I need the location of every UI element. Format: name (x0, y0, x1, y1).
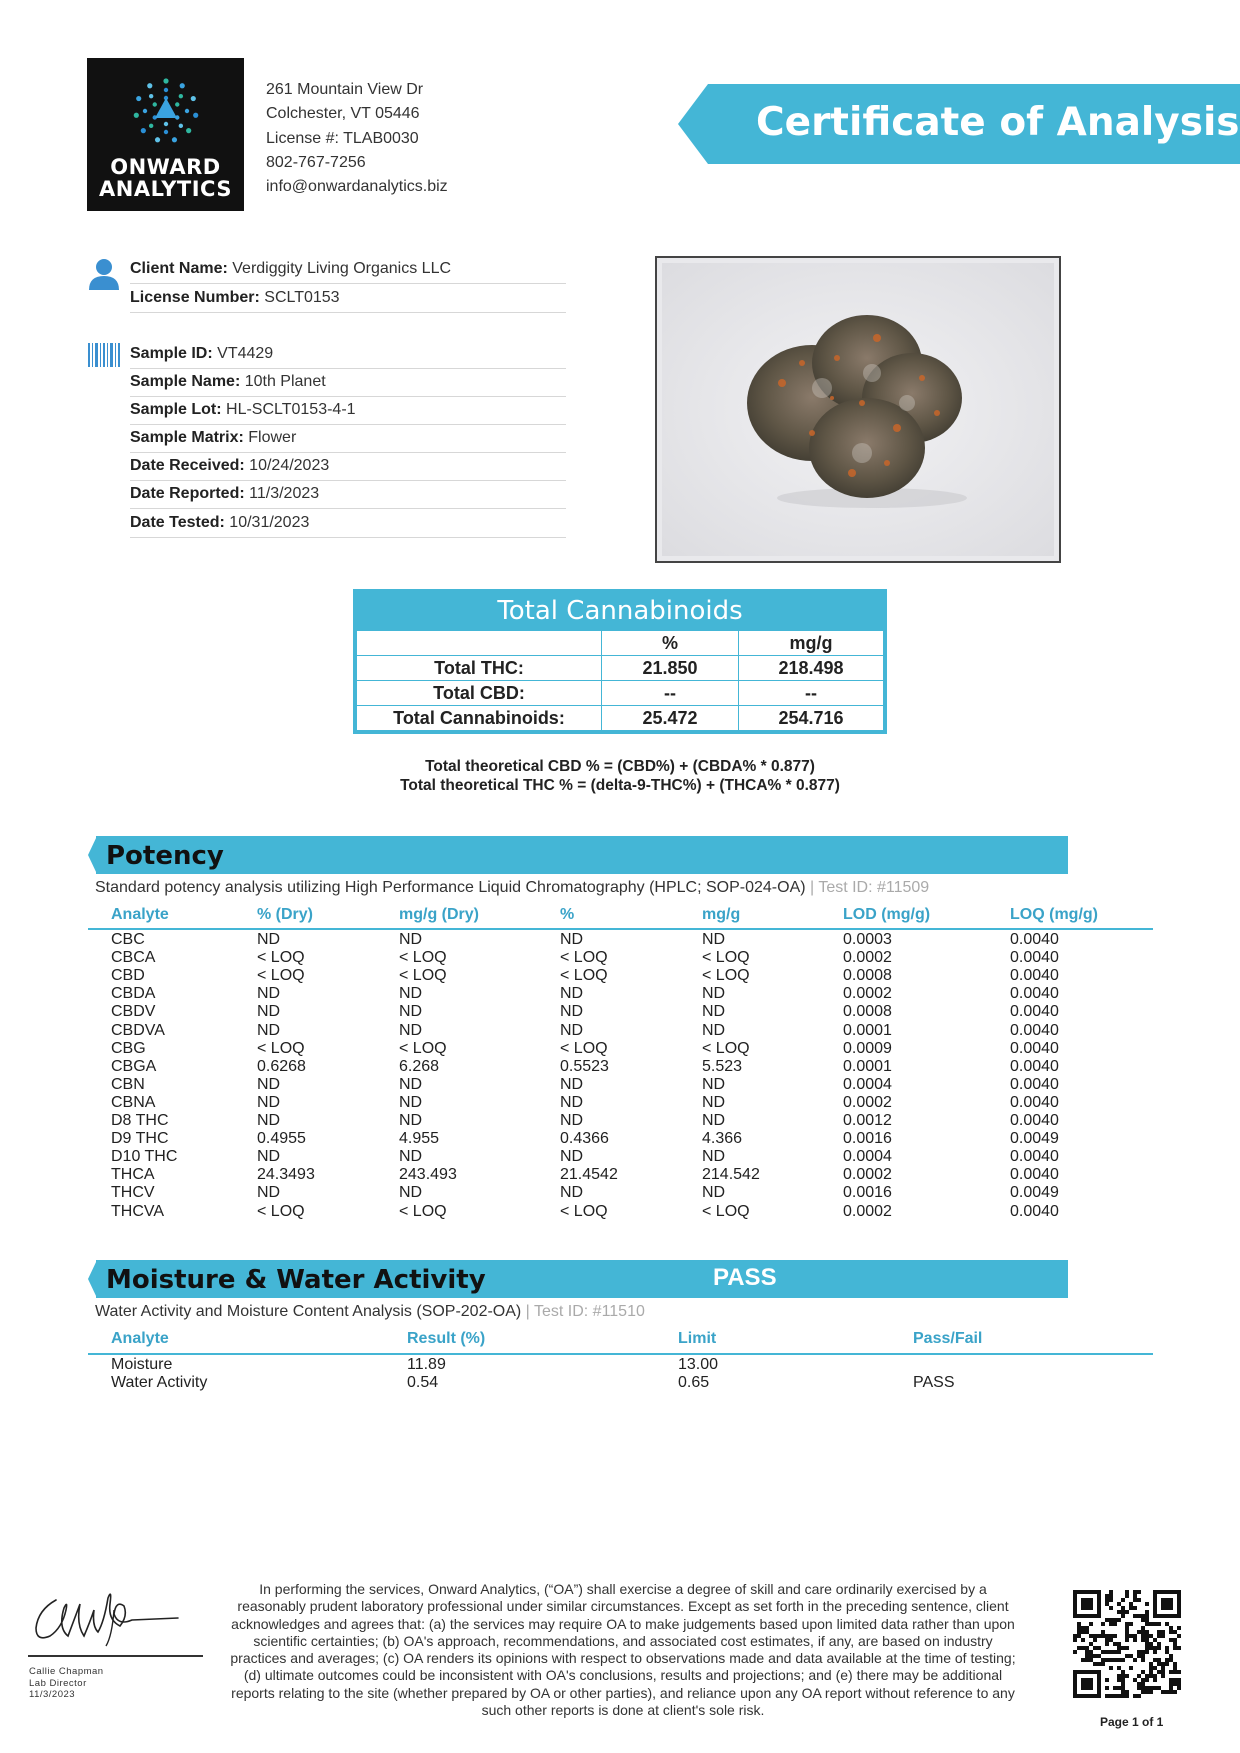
client-name-row: Client Name: Verdiggity Living Organics LLC (130, 256, 566, 284)
table-cell: ND (560, 1021, 584, 1039)
column-header: % (Dry) (257, 906, 314, 923)
potency-section-bar (88, 836, 1068, 874)
table-cell: 4.955 (399, 1130, 440, 1148)
table-cell: ND (399, 1148, 423, 1166)
table-cell: 0.54 (407, 1374, 439, 1392)
table-cell: 0.0040 (1010, 1202, 1059, 1220)
signer-title: Lab Director (29, 1677, 87, 1689)
date-tested: 10/31/2023 (229, 514, 310, 531)
table-cell: ND (399, 1021, 423, 1039)
cannabis-flower-image (662, 263, 1054, 556)
sample-id: VT4429 (217, 345, 274, 362)
table-cell: 0.0004 (843, 1075, 892, 1093)
column-header: LOD (mg/g) (843, 906, 931, 923)
sample-matrix-row: Sample Matrix: Flower (130, 425, 566, 453)
table-cell: < LOQ (257, 1202, 305, 1220)
table-cell: 0.0004 (843, 1148, 892, 1166)
table-cell: ND (257, 1003, 281, 1021)
table-cell: 0.6268 (257, 1057, 306, 1075)
thc-formula: Total theoretical THC % = (delta-9-THC%) + (THCA% * 0.877) (400, 777, 840, 794)
table-row (0, 1374, 1240, 1392)
table-row (0, 1148, 1240, 1166)
table-cell: ND (702, 1021, 726, 1039)
column-header: mg/g (Dry) (399, 906, 479, 923)
page-number: Page 1 of 1 (1100, 1715, 1164, 1729)
column-header: Pass/Fail (913, 1330, 983, 1347)
table-header-row (357, 631, 884, 656)
table-cell: < LOQ (560, 967, 608, 985)
sample-photo (655, 256, 1061, 563)
moisture-title: Moisture & Water Activity (106, 1265, 486, 1295)
table-cell: CBNA (111, 1093, 156, 1111)
moisture-section-bar (88, 1260, 1068, 1298)
table-cell: 0.0001 (843, 1057, 892, 1075)
table-cell: ND (257, 1112, 281, 1129)
table-cell: < LOQ (702, 949, 750, 967)
table-cell: 0.0040 (1010, 1075, 1059, 1093)
table-cell: ND (399, 1184, 423, 1202)
table-cell: CBG (111, 1039, 146, 1057)
table-cell: D8 THC (111, 1112, 169, 1129)
table-cell: 0.0040 (1010, 1166, 1059, 1184)
table-row (0, 1058, 1240, 1076)
potency-subtitle: Standard potency analysis utilizing High Performance Liquid Chromatography (HPLC; SOP-024-OA) | Test ID: #11509 (95, 879, 930, 896)
table-cell: 21.4542 (560, 1166, 618, 1184)
date-received-row: Date Received: 10/24/2023 (130, 453, 566, 481)
table-cell: ND (560, 1093, 584, 1111)
table-cell: ND (257, 985, 281, 1003)
logo-mark (125, 70, 207, 152)
table-cell: D10 THC (111, 1148, 178, 1166)
lab-email[interactable]: info@onwardanalytics.biz (266, 178, 448, 196)
col-header-mg: mg/g (739, 631, 884, 656)
table-cell: 0.0008 (843, 967, 892, 985)
table-cell: ND (702, 985, 726, 1003)
table-cell: < LOQ (399, 1039, 447, 1057)
table-cell: Water Activity (111, 1374, 208, 1392)
date-reported-row: Date Reported: 11/3/2023 (130, 481, 566, 509)
table-cell: 0.0040 (1010, 985, 1059, 1003)
table-row: Total THC: 21.850 218.498 (357, 656, 884, 681)
table-cell: 6.268 (399, 1057, 440, 1075)
table-cell: ND (257, 931, 281, 948)
table-cell: 11.89 (407, 1356, 446, 1373)
table-cell: 0.0040 (1010, 1021, 1059, 1039)
column-header: Limit (678, 1330, 717, 1347)
table-cell: 0.0040 (1010, 1039, 1059, 1057)
cbd-formula: Total theoretical CBD % = (CBD%) + (CBDA% * 0.877) (425, 758, 815, 775)
table-cell: ND (702, 1003, 726, 1021)
sample-matrix: Flower (248, 429, 297, 446)
table-cell: CBDV (111, 1003, 156, 1021)
table-row (0, 1356, 1240, 1374)
person-icon (88, 257, 120, 296)
table-cell: Moisture (111, 1356, 173, 1373)
table-cell: 0.0040 (1010, 1057, 1059, 1075)
signer-name: Callie Chapman (29, 1666, 104, 1677)
table-cell: 0.4955 (257, 1130, 306, 1148)
table-row (0, 1130, 1240, 1148)
table-cell: 0.0001 (843, 1021, 892, 1039)
col-header-pct: % (602, 631, 739, 656)
table-cell: 4.366 (702, 1130, 743, 1148)
company-logo (87, 58, 244, 211)
table-cell: ND (560, 985, 584, 1003)
legal-disclaimer: In performing the services, Onward Analytics, (“OA”) shall exercise a degree of skill and care ordinarily exercised by a reasonably prudent laboratory professional under similar circumstances. Except as set forth in the preceding sentence, client acknowledges and agrees that: (a) the services may require OA to make judgements based upon limited data rather than upon scientific certainties; (b) OA's approach, recommendations, and associated cost estimates, if any, are based on industry practices and averages; (c) OA renders its opinions with respect to observations made and data available at the time of testing; (d) ultimate outcomes could be inconsistent with OA's conclusions, results and projections; and (e) there may be additional reports relating to the site (whether prepared by OA or other parties), and reliance upon any OA report without reference to any such other reports is done at client's sole risk. (230, 1581, 1016, 1719)
table-row (0, 1094, 1240, 1112)
table-cell: ND (702, 1184, 726, 1202)
table-cell: D9 THC (111, 1130, 169, 1148)
sample-name-row: Sample Name: 10th Planet (130, 369, 566, 397)
table-cell: < LOQ (560, 1202, 608, 1220)
table-cell: PASS (913, 1374, 955, 1392)
table-cell: 0.0002 (843, 1202, 892, 1220)
signer-date: 11/3/2023 (29, 1689, 76, 1700)
table-cell: ND (560, 1184, 584, 1202)
table-cell: < LOQ (399, 949, 447, 967)
table-cell: ND (399, 1003, 423, 1021)
sample-id-row: Sample ID: VT4429 (130, 341, 566, 369)
table-cell: ND (702, 931, 726, 948)
table-cell: 0.65 (678, 1374, 710, 1392)
table-cell: 0.0002 (843, 985, 892, 1003)
table-cell: CBN (111, 1075, 145, 1093)
column-header: mg/g (702, 906, 741, 923)
table-cell: < LOQ (399, 1202, 447, 1220)
title-banner (678, 84, 1240, 164)
table-cell: THCVA (111, 1202, 165, 1220)
table-cell: ND (702, 1075, 726, 1093)
table-cell: 24.3493 (257, 1166, 315, 1184)
signature-line (28, 1655, 203, 1657)
moisture-header-divider (88, 1353, 1153, 1355)
table-row (0, 1112, 1240, 1130)
table-cell: 0.0040 (1010, 931, 1059, 948)
date-received: 10/24/2023 (249, 457, 330, 474)
qr-code[interactable] (1073, 1590, 1181, 1703)
formula-notes (300, 757, 940, 795)
table-row (0, 985, 1240, 1003)
table-cell: 243.493 (399, 1166, 457, 1184)
table-cell: ND (257, 1148, 281, 1166)
table-cell: ND (560, 1075, 584, 1093)
table-row (0, 967, 1240, 985)
table-cell: CBD (111, 967, 145, 985)
lab-address-line1: 261 Mountain View Dr (266, 81, 424, 98)
logo-text-line1: ONWARD (110, 155, 221, 179)
lab-license: License #: TLAB0030 (266, 129, 419, 147)
table-cell: 0.0009 (843, 1039, 892, 1057)
table-cell: < LOQ (257, 967, 305, 985)
table-cell: ND (560, 1148, 584, 1166)
date-reported: 11/3/2023 (249, 485, 320, 502)
moisture-subtitle: Water Activity and Moisture Content Analysis (SOP-202-OA) | Test ID: #11510 (95, 1303, 645, 1320)
table-row (0, 1203, 1240, 1221)
table-cell: 0.0002 (843, 949, 892, 967)
table-row: Total Cannabinoids: 25.472 254.716 (357, 706, 884, 731)
client-license-row: License Number: SCLT0153 (130, 285, 566, 313)
table-row (0, 931, 1240, 949)
table-row: Total CBD: -- -- (357, 681, 884, 706)
total-cannabinoids-table (353, 589, 887, 734)
table-cell: ND (399, 1075, 423, 1093)
column-header: % (560, 906, 575, 923)
table-cell: 5.523 (702, 1057, 743, 1075)
potency-test-id: | Test ID: #11509 (805, 879, 930, 896)
potency-header-divider (88, 928, 1153, 930)
table-cell: 0.0016 (843, 1184, 892, 1202)
table-cell: ND (257, 1184, 281, 1202)
barcode-icon (88, 343, 120, 372)
table-cell: 0.5523 (560, 1057, 609, 1075)
table-cell: < LOQ (257, 1039, 305, 1057)
table-cell: 0.4366 (560, 1130, 609, 1148)
sample-name: 10th Planet (244, 373, 326, 390)
column-header: LOQ (mg/g) (1010, 906, 1098, 923)
table-cell: ND (560, 1003, 584, 1021)
table-row (0, 1076, 1240, 1094)
table-cell: ND (399, 1112, 423, 1129)
table-cell: 0.0040 (1010, 967, 1059, 985)
potency-title: Potency (106, 841, 224, 871)
table-cell: 0.0040 (1010, 1148, 1059, 1166)
table-cell: 0.0016 (843, 1130, 892, 1148)
document-title: Certificate of Analysis (756, 100, 1240, 145)
client-license: SCLT0153 (264, 289, 340, 306)
table-row (0, 949, 1240, 967)
client-name: Verdiggity Living Organics LLC (232, 260, 452, 277)
table-cell: 0.0002 (843, 1093, 892, 1111)
table-cell: 0.0049 (1010, 1184, 1059, 1202)
table-cell: < LOQ (560, 1039, 608, 1057)
moisture-test-id: | Test ID: #11510 (521, 1303, 645, 1320)
table-cell: 214.542 (702, 1166, 760, 1184)
table-cell: 0.0040 (1010, 1003, 1059, 1021)
table-cell: < LOQ (399, 967, 447, 985)
table-cell: ND (257, 1021, 281, 1039)
table-cell: 0.0049 (1010, 1130, 1059, 1148)
table-cell: CBCA (111, 949, 156, 967)
column-header: Analyte (111, 906, 169, 923)
table-cell: < LOQ (560, 949, 608, 967)
table-cell: THCV (111, 1184, 155, 1202)
table-cell: CBGA (111, 1057, 157, 1075)
lab-contact-block (266, 78, 448, 199)
table-cell: 0.0040 (1010, 949, 1059, 967)
table-cell: < LOQ (702, 1202, 750, 1220)
table-cell: ND (702, 1093, 726, 1111)
total-cannabinoids-title: Total Cannabinoids (356, 592, 884, 630)
table-cell: 13.00 (678, 1356, 719, 1373)
table-cell: 0.0012 (843, 1112, 892, 1129)
table-cell: ND (257, 1075, 281, 1093)
table-cell: ND (560, 1112, 584, 1129)
table-row (0, 1166, 1240, 1184)
table-cell: 0.0040 (1010, 1093, 1059, 1111)
table-cell: ND (399, 931, 423, 948)
table-cell: THCA (111, 1166, 155, 1184)
table-cell: ND (399, 985, 423, 1003)
table-cell: ND (560, 931, 584, 948)
table-cell: CBDVA (111, 1021, 165, 1039)
table-row (0, 1184, 1240, 1202)
table-cell: < LOQ (702, 1039, 750, 1057)
table-cell: 0.0003 (843, 931, 892, 948)
column-header: Analyte (111, 1330, 169, 1347)
signer-block (29, 1666, 104, 1701)
table-row (0, 1022, 1240, 1040)
table-cell: < LOQ (702, 967, 750, 985)
table-cell: CBC (111, 931, 145, 948)
table-cell: ND (702, 1148, 726, 1166)
table-cell: CBDA (111, 985, 156, 1003)
sample-lot: HL-SCLT0153-4-1 (226, 401, 356, 418)
sample-lot-row: Sample Lot: HL-SCLT0153-4-1 (130, 397, 566, 425)
table-cell: ND (702, 1112, 726, 1129)
table-cell: ND (257, 1093, 281, 1111)
column-header: Result (%) (407, 1330, 486, 1347)
handwritten-signature (28, 1580, 188, 1655)
moisture-status: PASS (713, 1264, 777, 1291)
lab-phone: 802-767-7256 (266, 153, 366, 171)
table-row (0, 1040, 1240, 1058)
date-tested-row: Date Tested: 10/31/2023 (130, 510, 566, 538)
table-row (0, 1003, 1240, 1021)
table-cell: 0.0040 (1010, 1112, 1059, 1129)
table-cell: < LOQ (257, 949, 305, 967)
table-cell: ND (399, 1093, 423, 1111)
table-cell: 0.0002 (843, 1166, 892, 1184)
lab-address-line2: Colchester, VT 05446 (266, 105, 420, 123)
logo-text-line2: ANALYTICS (99, 177, 232, 201)
table-cell: 0.0008 (843, 1003, 892, 1021)
